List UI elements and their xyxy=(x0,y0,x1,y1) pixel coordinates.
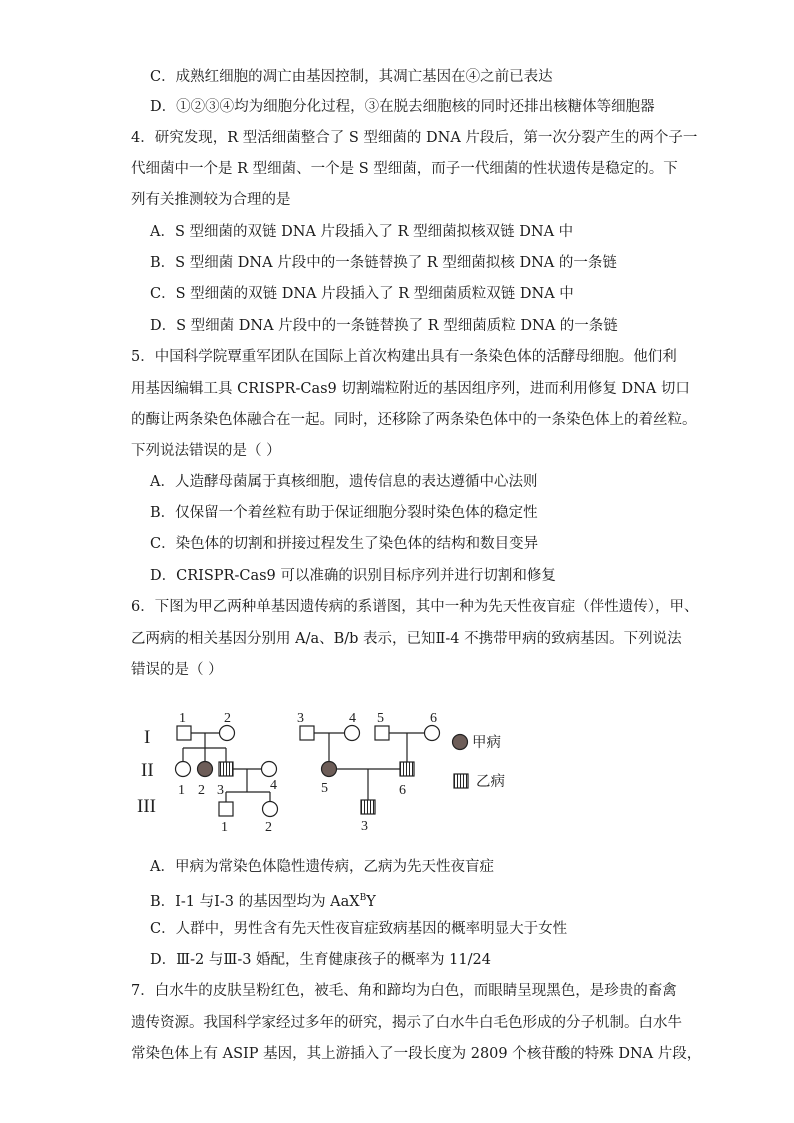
legend-jia-symbol xyxy=(453,735,468,750)
left-I-1-num: 1 xyxy=(179,711,186,726)
left-III-2-num: 2 xyxy=(265,820,272,835)
q4-stem-line-2: 代细菌中一个是 R 型细菌、一个是 S 型细菌，而子一代细菌的性状遗传是稳定的。下 xyxy=(131,161,678,177)
q6-stem-line-3: 错误的是（ ） xyxy=(131,662,223,678)
right-I-3-male xyxy=(300,726,314,740)
right-III-3-male-affected-yi xyxy=(361,800,375,814)
q4-option-c: C．S 型细菌的双链 DNA 片段插入了 R 型细菌质粒双链 DNA 中 xyxy=(150,286,574,302)
pedigree-diagram xyxy=(120,700,540,840)
legend-yi-label: 乙病 xyxy=(476,774,505,790)
left-II-1-num: 1 xyxy=(178,783,185,798)
q6-stem-line-1: 6．下图为甲乙两种单基因遗传病的系谱图，其中一种为先天性夜盲症（伴性遗传），甲、 xyxy=(131,599,699,615)
q5-stem-line-4: 下列说法错误的是（ ） xyxy=(131,443,281,459)
left-I-1-male xyxy=(177,726,191,740)
right-I-3-num: 3 xyxy=(297,711,304,726)
q6-stem-line-2: 乙两病的相关基因分别用 A/a、B/b 表示，已知Ⅱ-4 不携带甲病的致病基因。下列说法 xyxy=(131,631,682,647)
right-II-5-female-affected-jia xyxy=(322,762,337,777)
right-II-6-male-affected-yi xyxy=(400,762,414,776)
left-II-2-female-affected-jia xyxy=(198,762,213,777)
q4-option-b: B．S 型细菌 DNA 片段中的一条链替换了 R 型细菌拟核 DNA 的一条链 xyxy=(150,255,617,271)
right-I-6-num: 6 xyxy=(430,711,437,726)
q4-option-a: A．S 型细菌的双链 DNA 片段插入了 R 型细菌拟核双链 DNA 中 xyxy=(150,224,574,240)
gen-label-II: II xyxy=(141,760,154,781)
q6-option-a: A．甲病为常染色体隐性遗传病，乙病为先天性夜盲症 xyxy=(150,859,494,875)
left-II-1-female xyxy=(176,762,191,777)
q6-option-b: B．Ⅰ-1 与Ⅰ-3 的基因型均为 AaX$^B$Y xyxy=(150,893,376,910)
q4-stem-line-1: 4．研究发现，R 型活细菌整合了 S 型细菌的 DNA 片段后，第一次分裂产生的两个子一 xyxy=(131,130,698,146)
q5-option-a: A．人造酵母菌属于真核细胞，遗传信息的表达遵循中心法则 xyxy=(150,474,538,490)
right-I-5-num: 5 xyxy=(377,711,384,726)
q3-option-d: D．①②③④均为细胞分化过程，③在脱去细胞核的同时还排出核糖体等细胞器 xyxy=(150,99,655,115)
left-III-1-male xyxy=(219,802,233,816)
left-II-4-num: 4 xyxy=(270,778,277,793)
left-II-3-male-affected-yi xyxy=(219,762,233,776)
right-I-4-num: 4 xyxy=(349,711,356,726)
q7-stem-line-3: 常染色体上有 ASIP 基因，其上游插入了一段长度为 2809 个核苷酸的特殊 DNA 片段， xyxy=(131,1046,702,1062)
gen-label-I: I xyxy=(144,727,151,748)
q6-option-d: D．Ⅲ-2 与Ⅲ-3 婚配，生育健康孩子的概率为 11/24 xyxy=(150,952,491,968)
left-II-4-female xyxy=(262,762,277,777)
q5-option-b: B．仅保留一个着丝粒有助于保证细胞分裂时染色体的稳定性 xyxy=(150,505,538,521)
q5-stem-line-2: 用基因编辑工具 CRISPR-Cas9 切割端粒附近的基因组序列，进而利用修复 DNA 切口 xyxy=(131,381,690,397)
q7-stem-line-2: 遗传资源。我国科学家经过多年的研究，揭示了白水牛白毛色形成的分子机制。白水牛 xyxy=(131,1015,682,1031)
q7-stem-line-1: 7．白水牛的皮肤呈粉红色，被毛、角和蹄均为白色，而眼睛呈现黑色，是珍贵的畜禽 xyxy=(131,983,677,999)
right-I-4-female xyxy=(345,726,360,741)
left-II-3-num: 3 xyxy=(217,783,224,798)
q6-option-c: C．人群中，男性含有先天性夜盲症致病基因的概率明显大于女性 xyxy=(150,921,568,937)
q4-stem-line-3: 列有关推测较为合理的是 xyxy=(131,192,291,208)
legend-yi-symbol xyxy=(454,774,468,788)
left-III-1-num: 1 xyxy=(221,820,228,835)
left-I-2-female xyxy=(220,726,235,741)
legend-jia-label: 甲病 xyxy=(472,735,501,751)
right-III-3-num: 3 xyxy=(361,819,368,834)
right-II-6-num: 6 xyxy=(399,783,406,798)
q5-stem-line-3: 的酶让两条染色体融合在一起。同时，还移除了两条染色体中的一条染色体上的着丝粒。 xyxy=(131,412,697,428)
q4-option-d: D．S 型细菌 DNA 片段中的一条链替换了 R 型细菌质粒 DNA 的一条链 xyxy=(150,318,618,334)
q5-option-c: C．染色体的切割和拼接过程发生了染色体的结构和数目变异 xyxy=(150,536,539,552)
left-II-2-num: 2 xyxy=(198,783,205,798)
q5-option-d: D．CRISPR-Cas9 可以准确的识别目标序列并进行切割和修复 xyxy=(150,568,556,584)
right-I-5-male xyxy=(375,726,389,740)
q3-option-c: C．成熟红细胞的凋亡由基因控制，其凋亡基因在④之前已表达 xyxy=(150,69,553,85)
q5-stem-line-1: 5．中国科学院覃重军团队在国际上首次构建出具有一条染色体的活酵母细胞。他们利 xyxy=(131,349,677,365)
gen-label-III: III xyxy=(137,796,156,817)
right-I-6-female xyxy=(425,726,440,741)
left-I-2-num: 2 xyxy=(224,711,231,726)
left-III-2-female xyxy=(263,802,278,817)
right-II-5-num: 5 xyxy=(321,781,328,796)
